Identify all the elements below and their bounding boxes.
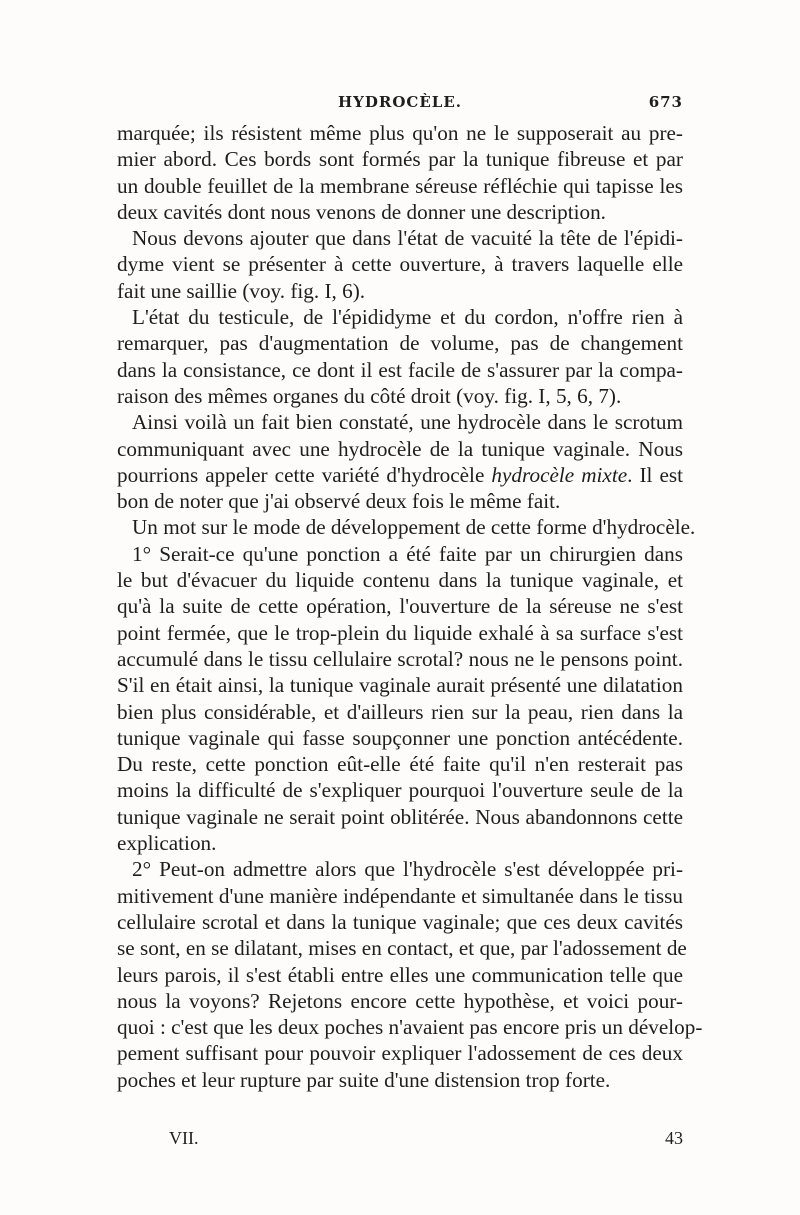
text-line: dans la consistance, ce dont il est facile de s'assurer par la compa- [117, 357, 683, 382]
text-line: moins la difficulté de s'expliquer pourquoi l'ouverture seule de la [117, 778, 683, 803]
page-footer [117, 1128, 683, 1154]
text-segment: pourrions appeler cette variété d'hydrocèle [117, 462, 492, 487]
body-text [117, 120, 703, 1093]
text-line: accumulé dans le tissu cellulaire scrotal? nous ne le pensons point. [117, 646, 683, 671]
text-line: deux cavités dont nous venons de donner une description. [117, 199, 606, 224]
text-line: Nous devons ajouter que dans l'état de vacuité la tête de l'épidi- [132, 226, 683, 251]
text-line: L'état du testicule, de l'épididyme et du cordon, n'offre rien à [132, 305, 683, 330]
text-line: pement suffisant pour pouvoir expliquer l'adossement de ces deux [117, 1041, 683, 1066]
text-line: tunique vaginale qui fasse soupçonner une ponction antécédente. [117, 725, 683, 750]
text-line: tunique vaginale ne serait point oblitérée. Nous abandonnons cette [117, 804, 683, 829]
running-head [117, 93, 683, 117]
text-line: Du reste, cette ponction eût-elle été faite qu'il n'en resterait pas [117, 752, 683, 777]
text-line: explication. [117, 831, 217, 856]
page-number: 673 [648, 93, 683, 111]
text-line-mixed [117, 462, 683, 488]
text-line: mier abord. Ces bords sont formés par la tunique fibreuse et par [117, 147, 683, 172]
running-title: HYDROCÈLE. [338, 93, 462, 111]
text-line: bien plus considérable, et d'ailleurs rien sur la peau, rien dans la [117, 699, 683, 724]
text-line: cellulaire scrotal et dans la tunique vaginale; que ces deux cavités [117, 909, 683, 934]
text-line: marquée; ils résistent même plus qu'on ne le supposerait au pre- [117, 121, 683, 145]
text-line: 1° Serait-ce qu'une ponction a été faite par un chirurgien dans [132, 541, 683, 566]
text-line: point fermée, que le trop-plein du liquide exhalé à sa surface s'est [117, 620, 683, 645]
text-line: 2° Peut-on admettre alors que l'hydrocèle s'est développée pri- [132, 857, 683, 882]
text-line: poches et leur rupture par suite d'une distension trop forte. [117, 1067, 611, 1092]
text-line: raison des mêmes organes du côté droit (voy. fig. I, 5, 6, 7). [117, 383, 622, 408]
signature-mark: VII. [169, 1128, 199, 1148]
text-line: remarquer, pas d'augmentation de volume, pas de changement [117, 331, 683, 356]
text-line: se sont, en se dilatant, mises en contact, et que, par l'adossement de [117, 936, 687, 961]
text-line: mitivement d'une manière indépendante et simultanée dans le tissu [117, 883, 683, 908]
text-line: dyme vient se présenter à cette ouverture, à travers laquelle elle [117, 252, 683, 277]
text-line: quoi : c'est que les deux poches n'avaient pas encore pris un dévelop- [117, 1015, 703, 1040]
italic-term: hydrocèle mixte [491, 462, 628, 487]
text-line: qu'à la suite de cette opération, l'ouverture de la séreuse ne s'est [117, 594, 683, 619]
text-line: nous la voyons? Rejetons encore cette hypothèse, et voici pour- [117, 988, 683, 1013]
text-segment: . Il est [627, 462, 684, 487]
text-line: communiquant avec une hydrocèle de la tunique vaginale. Nous [117, 436, 683, 461]
text-line: fait une saillie (voy. fig. I, 6). [117, 278, 366, 303]
text-line: S'il en était ainsi, la tunique vaginale aurait présenté une dilatation [117, 673, 683, 698]
text-line: Ainsi voilà un fait bien constaté, une hydrocèle dans le scrotum [132, 410, 683, 435]
text-line: Un mot sur le mode de développement de cette forme d'hydrocèle. [132, 515, 696, 540]
text-line: bon de noter que j'ai observé deux fois le même fait. [117, 489, 561, 514]
sheet-number: 43 [665, 1128, 683, 1148]
text-line: leurs parois, il s'est établi entre elles une communication telle que [117, 962, 683, 987]
text-line: le but d'évacuer du liquide contenu dans la tunique vaginale, et [117, 568, 683, 593]
text-line: un double feuillet de la membrane séreuse réfléchie qui tapisse les [117, 173, 683, 198]
